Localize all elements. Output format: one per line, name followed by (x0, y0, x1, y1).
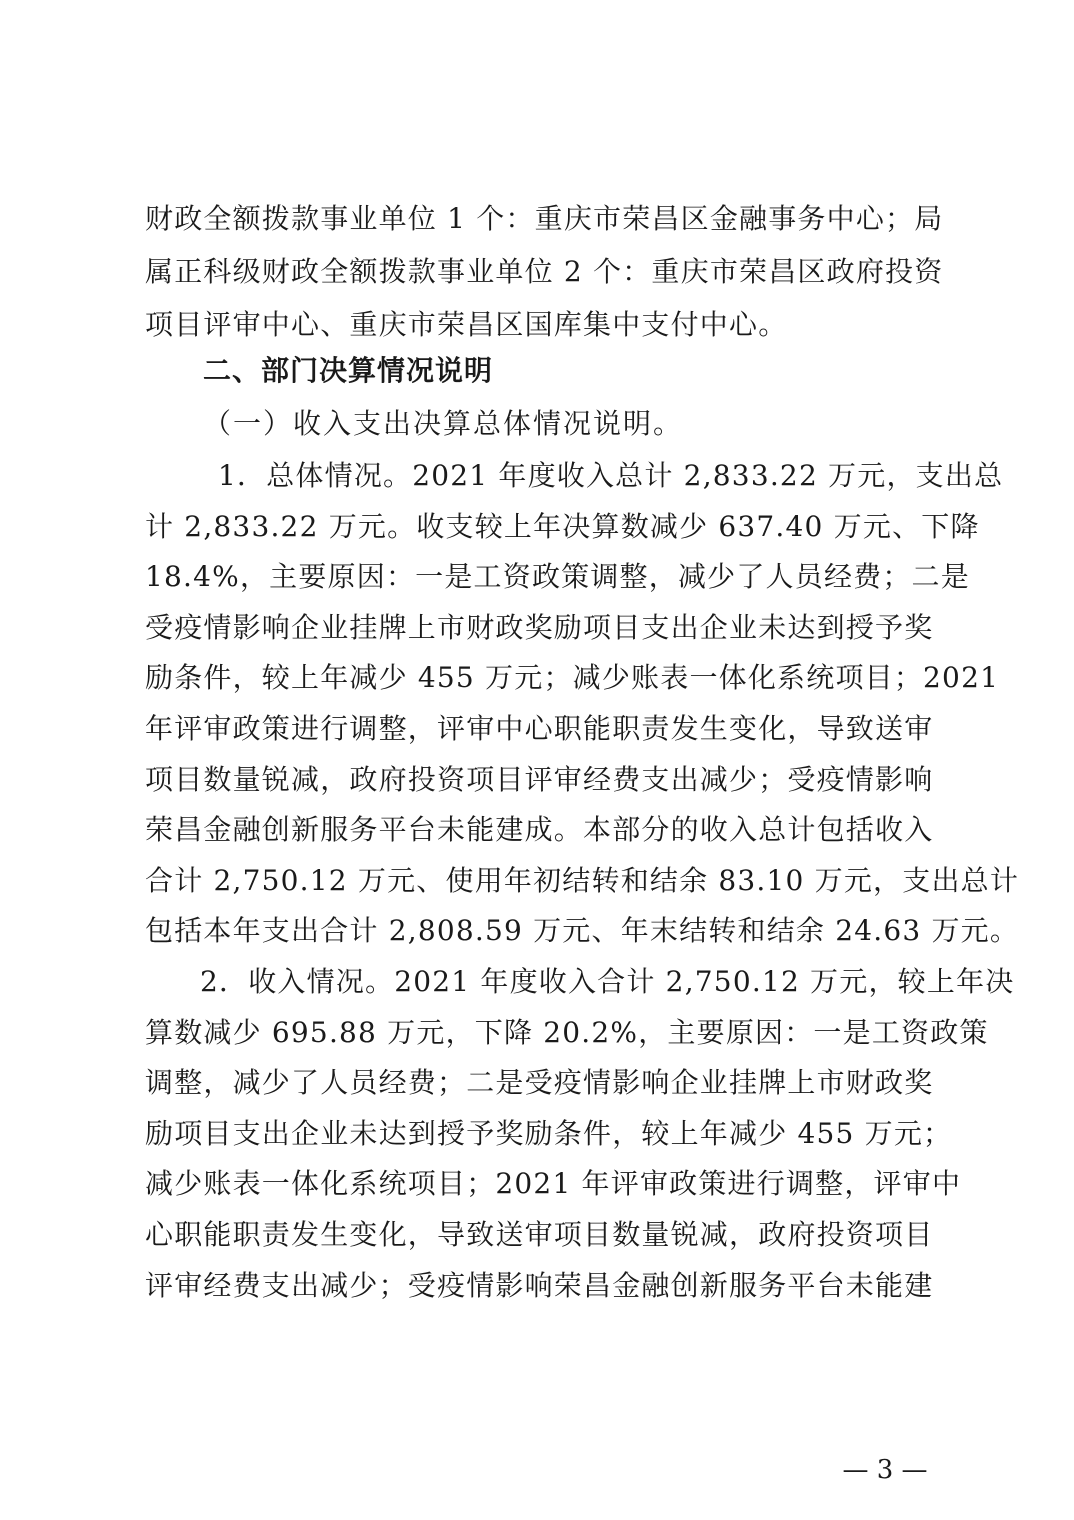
page-number: — 3 — (842, 1455, 928, 1485)
body-text-line: 18.4%，主要原因：一是工资政策调整，减少了人员经费；二是 (145, 560, 970, 593)
body-text-line: 项目数量锐减，政府投资项目评审经费支出减少；受疫情影响 (145, 763, 934, 796)
body-text-line: 算数减少 695.88 万元，下降 20.2%，主要原因：一是工资政策 (145, 1016, 989, 1049)
body-text-line: 受疫情影响企业挂牌上市财政奖励项目支出企业未达到授予奖 (145, 611, 934, 644)
subsection-heading: （一）收入支出决算总体情况说明。 (203, 407, 684, 440)
body-text-line: 励条件，较上年减少 455 万元；减少账表一体化系统项目；2021 (145, 661, 1000, 694)
body-text-line: 财政全额拨款事业单位 1 个：重庆市荣昌区金融事务中心；局 (145, 202, 944, 235)
body-text-line: 评审经费支出减少；受疫情影响荣昌金融创新服务平台未能建 (145, 1269, 934, 1302)
body-text-line: 包括本年支出合计 2,808.59 万元、年末结转和结余 24.63 万元。 (145, 914, 1020, 947)
body-text-line: 励项目支出企业未达到授予奖励条件，较上年减少 455 万元； (145, 1117, 953, 1150)
body-text-line: 心职能职责发生变化，导致送审项目数量锐减，政府投资项目 (145, 1218, 934, 1251)
body-text-line: 属正科级财政全额拨款事业单位 2 个：重庆市荣昌区政府投资 (145, 255, 944, 288)
body-text-line: 合计 2,750.12 万元、使用年初结转和结余 83.10 万元，支出总计 (145, 864, 1020, 897)
section-heading: 二、部门决算情况说明 (203, 354, 494, 387)
body-text-line: 年评审政策进行调整，评审中心职能职责发生变化，导致送审 (145, 712, 934, 745)
body-text-line: 1．总体情况。2021 年度收入总计 2,833.22 万元，支出总 (218, 459, 1004, 492)
body-text-line: 项目评审中心、重庆市荣昌区国库集中支付中心。 (145, 308, 788, 341)
body-text-line: 减少账表一体化系统项目；2021 年评审政策进行调整，评审中 (145, 1167, 962, 1200)
body-text-line: 计 2,833.22 万元。收支较上年决算数减少 637.40 万元、下降 (145, 510, 980, 543)
body-text-line: 2．收入情况。2021 年度收入合计 2,750.12 万元，较上年决 (200, 965, 1015, 998)
body-text-line: 荣昌金融创新服务平台未能建成。本部分的收入总计包括收入 (145, 813, 934, 846)
body-text-line: 调整，减少了人员经费；二是受疫情影响企业挂牌上市财政奖 (145, 1066, 934, 1099)
